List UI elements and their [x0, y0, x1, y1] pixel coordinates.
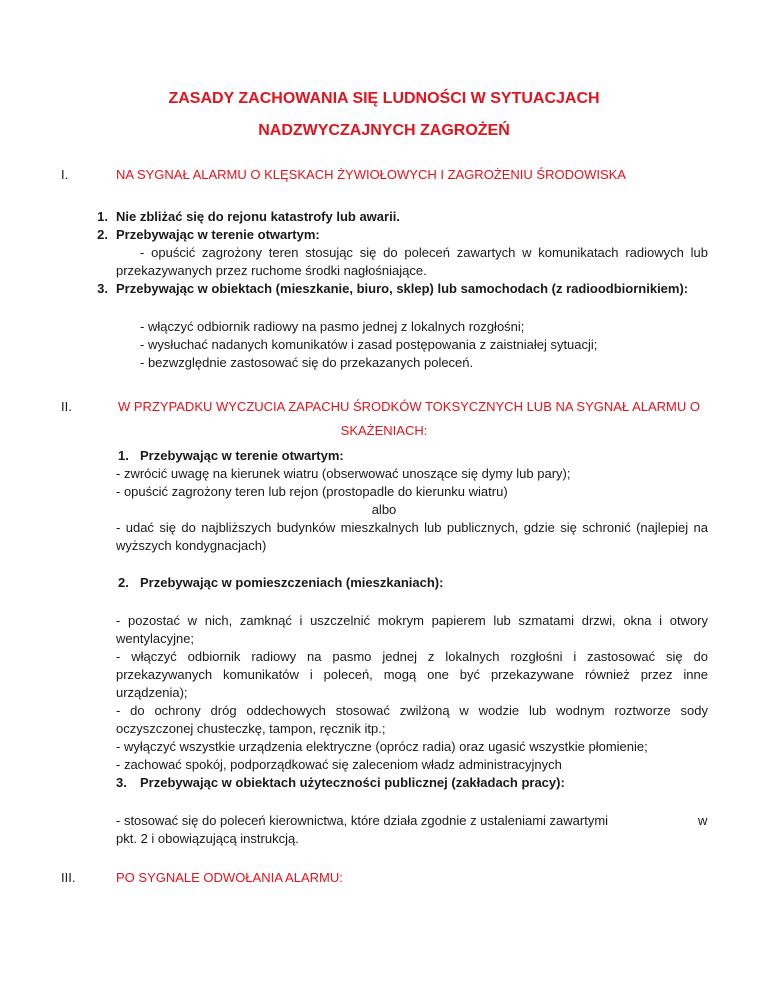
s2-sub-3-text: Przebywając w obiektach użyteczności publicznej (zakładach pracy):	[140, 775, 565, 790]
s2-sub-2-line-8: - wyłączyć wszystkie urządzenia elektryczne (oprócz radia) oraz ugasić wszystkie płomienie;	[116, 739, 648, 754]
s2-albo: albo	[371, 502, 397, 517]
document-title-line2: NADZWYCZAJNYCH ZAGROŻEŃ	[258, 122, 510, 139]
s1-item-3-text: Przebywając w obiektach (mieszkanie, biuro, sklep) lub samochodach (z radioodbiornikiem):	[116, 281, 689, 296]
s2-sub-3-w: w	[698, 813, 708, 828]
s2-sub-1-line-1: - zwrócić uwagę na kierunek wiatru (obserwować unoszące się dymy lub pary);	[116, 466, 571, 481]
section-2-heading-line2: SKAŻENIACH:	[340, 423, 428, 438]
s2-sub-1-last-line1: - udać się do najbliższych budynków mieszkalnych lub publicznych, gdzie się schronić (najlepiej na	[116, 520, 708, 535]
s2-sub-2-text: Przebywając w pomieszczeniach (mieszkaniach):	[140, 575, 444, 590]
s2-sub-1-last-line2: wyższych kondygnacjach)	[116, 538, 267, 553]
s1-item-1-text: Nie zbliżać się do rejonu katastrofy lub awarii.	[116, 209, 400, 224]
s2-sub-1-text: Przebywając w terenie otwartym:	[140, 448, 344, 463]
s2-sub-2-line-6: - do ochrony dróg oddechowych stosować zwilżoną w wodzie lub wodnym roztworze sody	[116, 703, 708, 718]
document-title-line1: ZASADY ZACHOWANIA SIĘ LUDNOŚCI W SYTUACJACH	[168, 90, 600, 107]
s2-sub-2-line-5: urządzenia);	[116, 685, 188, 700]
s1-item-2-number: 2.	[97, 227, 108, 242]
section-1-heading: NA SYGNAŁ ALARMU O KLĘSKACH ŻYWIOŁOWYCH I ZAGROŻENIU ŚRODOWISKA	[116, 167, 626, 182]
s2-sub-3-number: 3.	[116, 775, 127, 790]
s2-sub-1-line-2: - opuścić zagrożony teren lub rejon (prostopadle do kierunku wiatru)	[116, 484, 508, 499]
s2-sub-1-number: 1.	[118, 448, 129, 463]
section-3-heading: PO SYGNALE ODWOŁANIA ALARMU:	[116, 870, 343, 885]
s1-item-1-number: 1.	[97, 209, 108, 224]
s1-item-2-detail-line2: przekazywanych przez ruchome środki nagłośniające.	[116, 263, 427, 278]
s2-sub-3-line-1: - stosować się do poleceń kierownictwa, które działa zgodnie z ustaleniami zawartymi	[116, 813, 609, 828]
s1-item-2-detail-line1: - opuścić zagrożony teren stosując się do poleceń zawartych w komunikatach radiowych lub	[140, 245, 708, 260]
s1-bullet-3: - bezwzględnie zastosować się do przekazanych poleceń.	[140, 355, 474, 370]
s2-sub-2-line-2: wentylacyjne;	[116, 631, 195, 646]
s2-sub-3-line-2: pkt. 2 i obowiązującą instrukcją.	[116, 831, 299, 846]
section-1-number: I.	[61, 167, 69, 182]
s1-item-2-text: Przebywając w terenie otwartym:	[116, 227, 320, 242]
s2-sub-2-line-9: - zachować spokój, podporządkować się zaleceniom władz administracyjnych	[116, 757, 562, 772]
s2-sub-2-line-7: oczyszczonej chusteczkę, tampon, ręcznik itp.;	[116, 721, 386, 736]
s2-sub-2-line-1: - pozostać w nich, zamknąć i uszczelnić mokrym papierem lub szmatami drzwi, okna i otwory	[116, 613, 708, 628]
s2-sub-2-line-3: - włączyć odbiornik radiowy na pasmo jednej z lokalnych rozgłośni i zastosować się do	[116, 649, 708, 664]
section-2-heading-line1: W PRZYPADKU WYCZUCIA ZAPACHU ŚRODKÓW TOKSYCZNYCH LUB NA SYGNAŁ ALARMU O	[118, 399, 700, 414]
s2-sub-2-line-4: przekazywanych komunikatów i poleceń, mogą one być przekazywane również przez inne	[116, 667, 708, 682]
s1-bullet-2: - wysłuchać nadanych komunikatów i zasad postępowania z zaistniałej sytuacji;	[140, 337, 598, 352]
s1-bullet-1: - włączyć odbiornik radiowy na pasmo jednej z lokalnych rozgłośni;	[140, 319, 525, 334]
s1-item-3-number: 3.	[97, 281, 108, 296]
section-3-number: III.	[61, 870, 76, 885]
section-2-number: II.	[61, 399, 72, 414]
s2-sub-2-number: 2.	[118, 575, 129, 590]
